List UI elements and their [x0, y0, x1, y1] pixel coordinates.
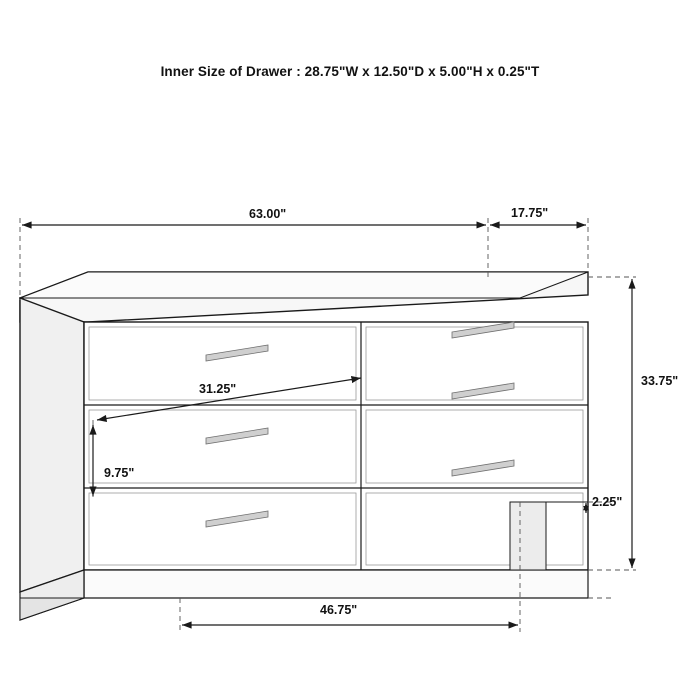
- rear-support-panel: [510, 502, 546, 570]
- dresser-base-corner: [20, 598, 84, 620]
- dimension-label-depth-17-75: 17.75": [511, 206, 549, 220]
- dimension-label-drawer-width-31-25: 31.25": [199, 382, 237, 396]
- dresser-top-bevel: [20, 272, 588, 298]
- dimension-label-width-63: 63.00": [249, 207, 287, 221]
- dimension-label-height-33-75: 33.75": [641, 374, 679, 388]
- dresser-body: [20, 272, 588, 620]
- dimension-label-drawer-height-9-75: 9.75": [104, 466, 135, 480]
- page-title: Inner Size of Drawer : 28.75"W x 12.50"D x 5.00"H x 0.25"T: [160, 64, 540, 79]
- dimension-label-base-height-2-25: 2.25": [592, 495, 623, 509]
- dresser-left-side-panel: [20, 298, 84, 592]
- dresser-base-front: [84, 570, 588, 598]
- dimension-label-base-width-46-75: 46.75": [320, 603, 358, 617]
